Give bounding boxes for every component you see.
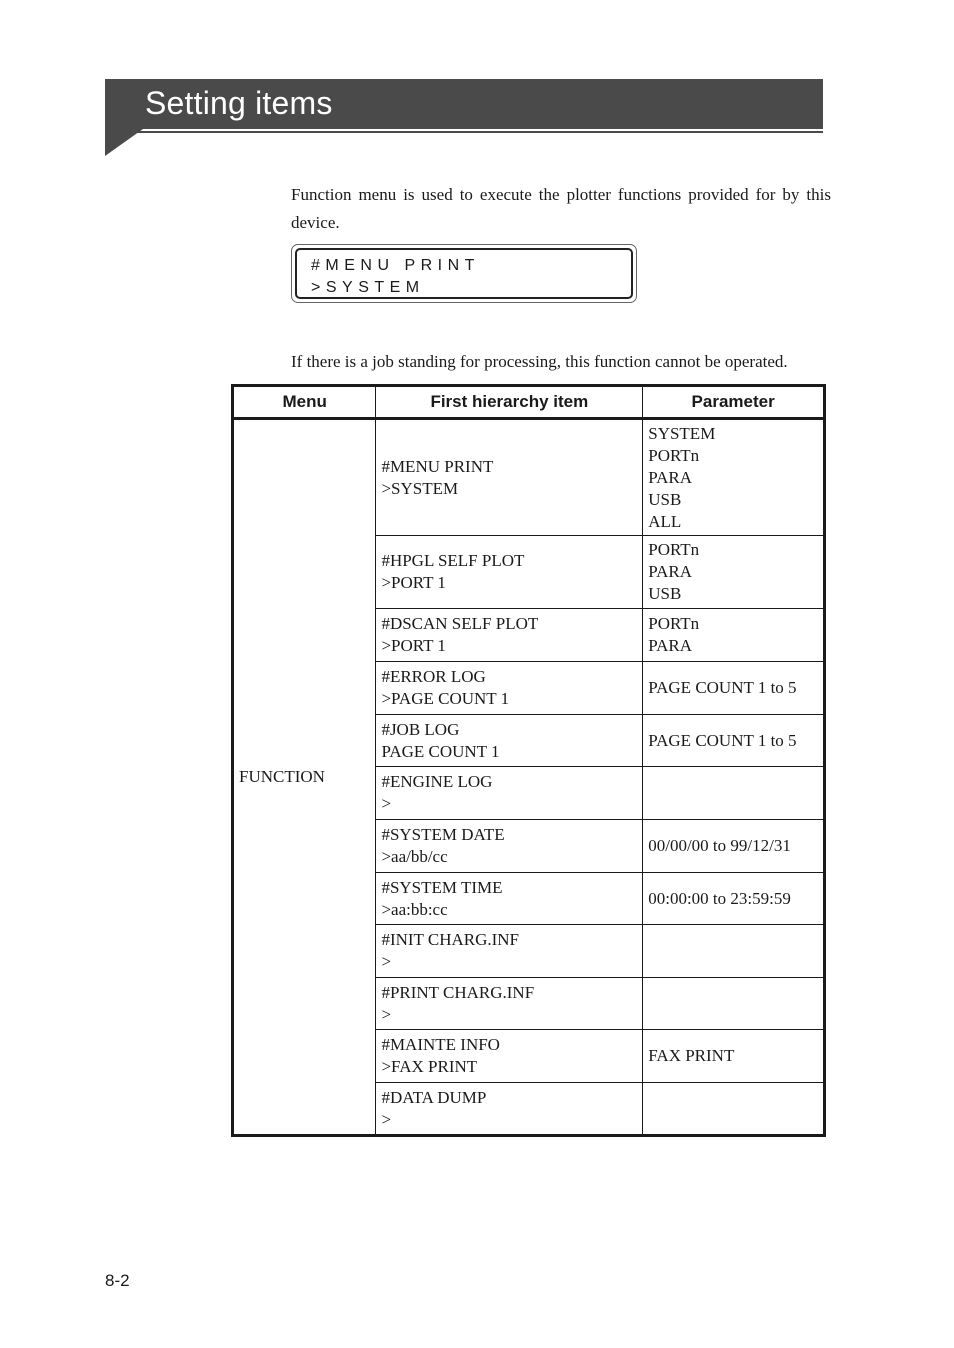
lcd-line-2: >SYSTEM	[311, 279, 425, 296]
parameter-cell	[643, 767, 825, 820]
lcd-line-1: #MENU PRINT	[311, 257, 480, 274]
menu-cell: FUNCTION	[233, 419, 376, 1136]
hierarchy-item-cell	[376, 536, 643, 609]
header-menu: Menu	[233, 386, 376, 419]
hierarchy-item-line: >aa/bb/cc	[381, 847, 448, 866]
intro-paragraph: Function menu is used to execute the plotter functions provided for by this device.	[291, 185, 831, 232]
parameter-line: SYSTEM	[648, 423, 716, 443]
hierarchy-item-line: #ERROR LOG	[381, 667, 486, 686]
settings-table	[231, 384, 826, 1137]
parameter-line: PORTn	[648, 445, 700, 465]
parameter-cell	[643, 1083, 825, 1136]
section-title-bar	[105, 79, 823, 129]
hierarchy-item-line: >PORT 1	[381, 573, 446, 592]
lcd-display	[291, 244, 637, 303]
hierarchy-item-line: >	[381, 952, 392, 971]
parameter-line: USB	[648, 584, 682, 603]
hierarchy-item-line: >PORT 1	[381, 636, 446, 655]
hierarchy-item-line: #DATA DUMP	[381, 1087, 487, 1107]
table-header-row	[233, 386, 825, 419]
header-parameter: Parameter	[643, 386, 825, 419]
parameter-line: PARA	[648, 562, 693, 581]
hierarchy-item-cell	[376, 767, 643, 820]
parameter-line: 00/00/00 to 99/12/31	[648, 836, 791, 855]
parameter-line: PAGE COUNT 1 to 5	[648, 678, 797, 697]
hierarchy-item-cell	[376, 1083, 643, 1136]
hierarchy-item-line: >SYSTEM	[381, 478, 459, 498]
parameter-cell	[643, 662, 825, 715]
title-underline	[105, 131, 823, 133]
parameter-line: PARA	[648, 467, 693, 487]
parameter-cell	[643, 978, 825, 1030]
table-body	[233, 419, 825, 1136]
hierarchy-item-cell	[376, 419, 643, 536]
lcd-display-screen	[295, 248, 633, 299]
hierarchy-item-line: #MENU PRINT	[381, 456, 494, 476]
hierarchy-item-line: #SYSTEM TIME	[381, 877, 503, 897]
page-number: 8-2	[105, 1271, 130, 1290]
hierarchy-item-line: >PAGE COUNT 1	[381, 689, 510, 708]
parameter-cell	[643, 715, 825, 767]
hierarchy-item-line: >aa:bb:cc	[381, 899, 448, 919]
hierarchy-item-cell	[376, 873, 643, 925]
parameter-line: PORTn	[648, 614, 700, 633]
hierarchy-item-line: >	[381, 794, 392, 813]
parameter-line: USB	[648, 489, 682, 509]
hierarchy-item-line: #PRINT CHARG.INF	[381, 982, 535, 1002]
parameter-line: 00:00:00 to 23:59:59	[648, 888, 791, 908]
hierarchy-item-cell	[376, 978, 643, 1030]
parameter-cell	[643, 873, 825, 925]
hierarchy-item-cell	[376, 609, 643, 662]
parameter-cell	[643, 925, 825, 978]
parameter-line: PAGE COUNT 1 to 5	[648, 730, 797, 750]
title-tab-marker	[105, 129, 143, 156]
parameter-cell	[643, 820, 825, 873]
hierarchy-item-cell	[376, 925, 643, 978]
hierarchy-item-line: >	[381, 1109, 392, 1129]
hierarchy-item-line: #DSCAN SELF PLOT	[381, 614, 539, 633]
hierarchy-item-cell	[376, 662, 643, 715]
hierarchy-item-line: #MAINTE INFO	[381, 1035, 500, 1054]
parameter-line: ALL	[648, 511, 682, 531]
hierarchy-item-line: #INIT CHARG.INF	[381, 930, 520, 949]
parameter-cell	[643, 419, 825, 536]
hierarchy-item-cell	[376, 1030, 643, 1083]
hierarchy-item-line: >	[381, 1004, 392, 1024]
header-first-hierarchy-item: First hierarchy item	[376, 386, 643, 419]
hierarchy-item-line: #ENGINE LOG	[381, 772, 493, 791]
hierarchy-item-line: >FAX PRINT	[381, 1057, 478, 1076]
parameter-line: PARA	[648, 636, 693, 655]
hierarchy-item-cell	[376, 715, 643, 767]
hierarchy-item-line: #HPGL SELF PLOT	[381, 551, 525, 570]
hierarchy-item-line: #JOB LOG	[381, 719, 460, 739]
hierarchy-item-line: #SYSTEM DATE	[381, 825, 505, 844]
hierarchy-item-line: PAGE COUNT 1	[381, 741, 500, 761]
section-title: Setting items	[145, 85, 333, 121]
note-paragraph: If there is a job standing for processing, this function cannot be operated.	[291, 352, 788, 371]
parameter-cell	[643, 1030, 825, 1083]
parameter-cell	[643, 536, 825, 609]
parameter-cell	[643, 609, 825, 662]
table-row	[233, 419, 825, 536]
parameter-line: PORTn	[648, 540, 700, 559]
parameter-line: FAX PRINT	[648, 1046, 735, 1065]
hierarchy-item-cell	[376, 820, 643, 873]
